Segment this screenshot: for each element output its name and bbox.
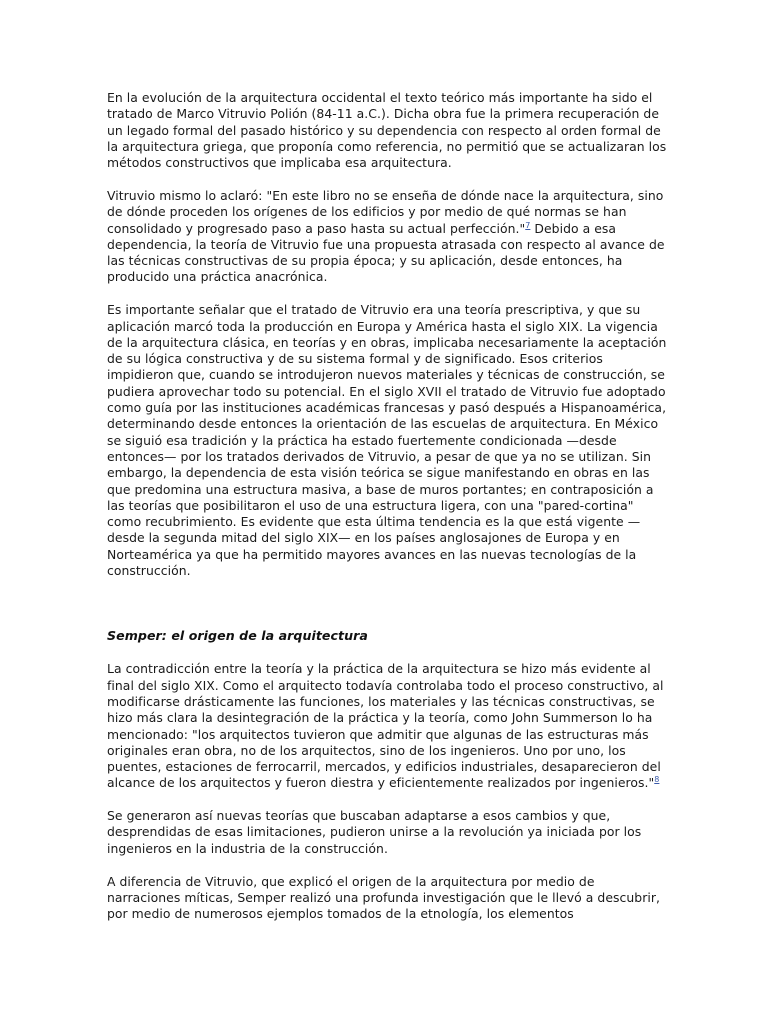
footnote-link-7[interactable]: 7 [525, 220, 531, 230]
paragraph-1: En la evolución de la arquitectura occidental el texto teórico más importante ha sido el tratado de Marco Vitruvio Polión (84-11 a.C.). Dicha obra fue la primera recuperación de un legado formal del pasado histórico y su dependencia con respecto al orden formal de la arquitectura griega, que proponía como referencia, no permitió que se actualizaran los métodos constructivos que implicaba esa arquitectura. [107, 90, 667, 171]
section-title: Semper: el origen de la arquitectura [107, 628, 368, 644]
paragraph-5: Se generaron así nuevas teorías que buscaban adaptarse a esos cambios y que, desprendidas de esas limitaciones, pudieron unirse a la revolución ya iniciada por los ingenieros en la industria de la construcción. [107, 808, 642, 856]
paragraph-2-text: Vitruvio mismo lo aclaró: "En este libro no se enseña de dónde nace la arquitectura, sino de dónde proceden los orígenes de los edificios y por medio de qué normas se han consolidado y progresado paso a paso hasta su actual perfección." [107, 187, 664, 236]
document-body [107, 90, 667, 939]
paragraph-4-text: La contradicción entre la teoría y la práctica de la arquitectura se hizo más evidente al final del siglo XIX. Como el arquitecto todavía controlaba todo el proceso constructivo, al modificarse drásticamente las funciones, los materiales y las técnicas constructivas, se hizo más clara la desintegración de la práctica y la teoría, como John Summerson lo ha mencionado: "los arquitectos tuvieron que admitir que algunas de las estructuras más originales eran obra, no de los arquitectos, sino de los ingenieros. Uno por uno, los puentes, estaciones de ferrocarril, mercados, y edificios industriales, desaparecieron del alcance de los arquitectos y fueron diestra y eficientemente realizados por ingenieros." [107, 661, 664, 791]
paragraph-2 [107, 188, 667, 286]
paragraph-3: Es importante señalar que el tratado de Vitruvio era una teoría prescriptiva, y que su aplicación marcó toda la producción en Europa y América hasta el siglo XIX. La vigencia de la arquitectura clásica, en teorías y en obras, implicaba necesariamente la aceptación de su lógica constructiva y de su sistema formal y de significado. Esos criterios impidieron que, cuando se introdujeron nuevos materiales y técnicas de construcción, se pudiera aprovechar todo su potencial. En el siglo XVII el tratado de Vitruvio fue adoptado como guía por las instituciones académicas francesas y pasó después a Hispanoamérica, determinando desde entonces la orientación de las escuelas de arquitectura. En México se siguió esa tradición y la práctica ha estado fuertemente condicionada —desde entonces— por los tratados derivados de Vitruvio, a pesar de que ya no se utilizan. Sin embargo, la dependencia de esta visión teórica se sigue manifestando en obras en las que predomina una estructura masiva, a base de muros portantes; en contraposición a las teorías que posibilitaron el uso de una estructura ligera, con una "pared-cortina" como recubrimiento. Es evidente que esta última tendencia es la que está vigente —desde la segunda mitad del siglo XIX— en los países anglosajones de Europa y en Norteamérica ya que ha permitido mayores avances en las nuevas tecnologías de la construcción. [107, 302, 667, 579]
footnote-link-8[interactable]: 8 [654, 775, 660, 785]
paragraph-4 [107, 661, 667, 791]
paragraph-6: A diferencia de Vitruvio, que explicó el origen de la arquitectura por medio de narraciones míticas, Semper realizó una profunda investigación que le llevó a descubrir, por medio de numerosos ejemplos tomados de la etnología, los elementos [107, 873, 660, 922]
paragraph-2-text-cont: Debido a esa dependencia, la teoría de Vitruvio fue una propuesta atrasada con respecto al avance de las técnicas constructivas de su propia época; y su aplicación, desde entonces, ha producido una práctica anacrónica. [107, 220, 665, 285]
